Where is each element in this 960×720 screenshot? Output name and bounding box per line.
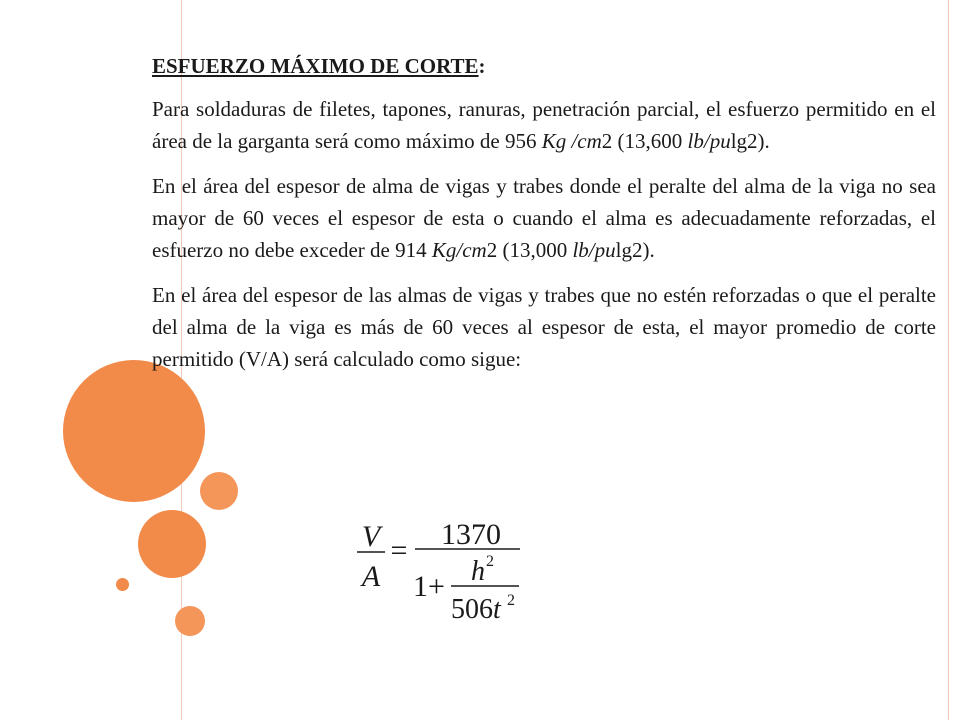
paragraph-2-unit: Kg/cm — [431, 238, 487, 262]
formula-inner-denominator: 506t — [451, 594, 501, 625]
paragraph-1-text: 2 (13,600 — [601, 129, 688, 153]
paragraph-1-unit: Kg /cm — [541, 129, 602, 153]
paragraph-2 — [152, 170, 936, 266]
shear-formula — [355, 508, 575, 626]
decorative-circle-large — [63, 360, 205, 502]
formula-numerator: 1370 — [441, 518, 501, 551]
formula-lhs-numerator: V — [361, 520, 381, 553]
paragraph-2-text: En el área del espesor de alma de vigas y trabes donde el peralte del alma de la viga no sea mayor de 60 veces el espesor de esta o cuando el alma es adecuadamente reforzadas, el esfuerzo no debe exceder de 914 — [152, 174, 936, 262]
slide-title-colon: : — [478, 54, 486, 78]
decorative-circle-small — [200, 472, 238, 510]
paragraph-1-text: Para soldaduras de filetes, tapones, ranuras, penetración parcial, el esfuerzo permitido en el área de la garganta será como máximo de 956 — [152, 97, 936, 153]
paragraph-2-unit: lb/pu — [572, 238, 616, 262]
paragraph-2-text: lg2). — [615, 238, 655, 262]
decorative-circle-tiny — [116, 578, 129, 591]
paragraph-1-unit: lb/pu — [687, 129, 731, 153]
slide-title — [152, 50, 936, 82]
formula-lhs-denominator: A — [361, 560, 381, 593]
formula-equals: = — [390, 534, 408, 567]
formula-inner-numerator: h — [471, 556, 485, 587]
paragraph-3: En el área del espesor de las almas de vigas y trabes que no estén reforzadas o que el peralte del alma de la viga es más de 60 veces al espesor de esta, el mayor promedio de corte permitido (V/A) será calculado como sigue: — [152, 283, 936, 371]
decorative-circle-small — [175, 606, 205, 636]
slide-body — [152, 50, 936, 375]
slide-title-text: ESFUERZO MÁXIMO DE CORTE — [152, 54, 479, 78]
paragraph-1-text: lg2). — [730, 129, 770, 153]
formula-inner-numerator-exponent: 2 — [486, 553, 494, 570]
formula-inner-denominator-exponent: 2 — [507, 592, 515, 609]
paragraph-1 — [152, 93, 936, 157]
formula-one-plus: 1+ — [413, 570, 445, 603]
decorative-circle-medium — [138, 510, 206, 578]
paragraph-2-text: 2 (13,000 — [486, 238, 573, 262]
right-guide-line — [948, 0, 949, 720]
